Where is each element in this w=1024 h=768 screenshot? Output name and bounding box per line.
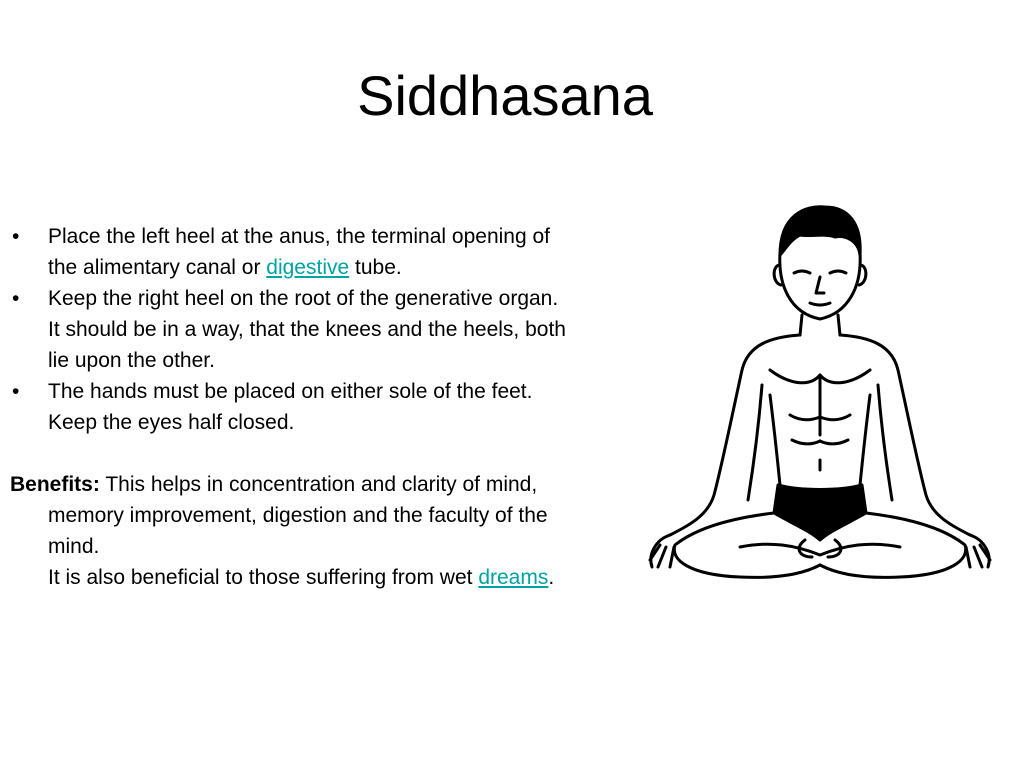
bullet-text: Place the left heel at the anus, the terminal opening of bbox=[48, 225, 551, 248]
bullet-text: tube. bbox=[349, 256, 402, 279]
bullet-text: Keep the right heel on the root of the generative organ. bbox=[48, 287, 559, 310]
bullet-text: lie upon the other. bbox=[48, 349, 215, 372]
list-item bbox=[10, 221, 700, 283]
slide-body bbox=[10, 221, 700, 593]
bullet-marker: • bbox=[12, 225, 20, 248]
paragraph-spacer bbox=[10, 438, 700, 469]
bullet-text: the alimentary canal or bbox=[48, 256, 267, 279]
benefits-paragraph bbox=[10, 469, 700, 593]
digestive-link[interactable]: digestive bbox=[266, 256, 350, 279]
benefits-text: . bbox=[548, 566, 555, 589]
bullet-marker: • bbox=[12, 287, 20, 310]
benefits-text: This helps in concentration and clarity of mind, bbox=[99, 473, 538, 496]
bullet-list bbox=[10, 221, 700, 438]
benefits-label: Benefits: bbox=[10, 473, 100, 496]
benefits-text: memory improvement, digestion and the faculty of the bbox=[48, 504, 548, 527]
benefits-text: mind. bbox=[48, 535, 100, 558]
bullet-text: It should be in a way, that the knees and the heels, both bbox=[48, 318, 566, 341]
bullet-text: The hands must be placed on either sole of the feet. bbox=[48, 380, 533, 403]
dreams-link[interactable]: dreams bbox=[478, 566, 549, 589]
benefits-line bbox=[10, 562, 700, 593]
bullet-marker: • bbox=[12, 380, 20, 403]
bullet-text: Keep the eyes half closed. bbox=[48, 411, 295, 434]
list-item bbox=[10, 283, 700, 376]
slide-title: Siddhasana bbox=[357, 64, 653, 127]
benefits-text: It is also beneficial to those suffering from wet bbox=[48, 566, 479, 589]
list-item bbox=[10, 376, 700, 438]
benefits-line bbox=[10, 469, 700, 500]
bullet-text-line bbox=[48, 252, 700, 283]
